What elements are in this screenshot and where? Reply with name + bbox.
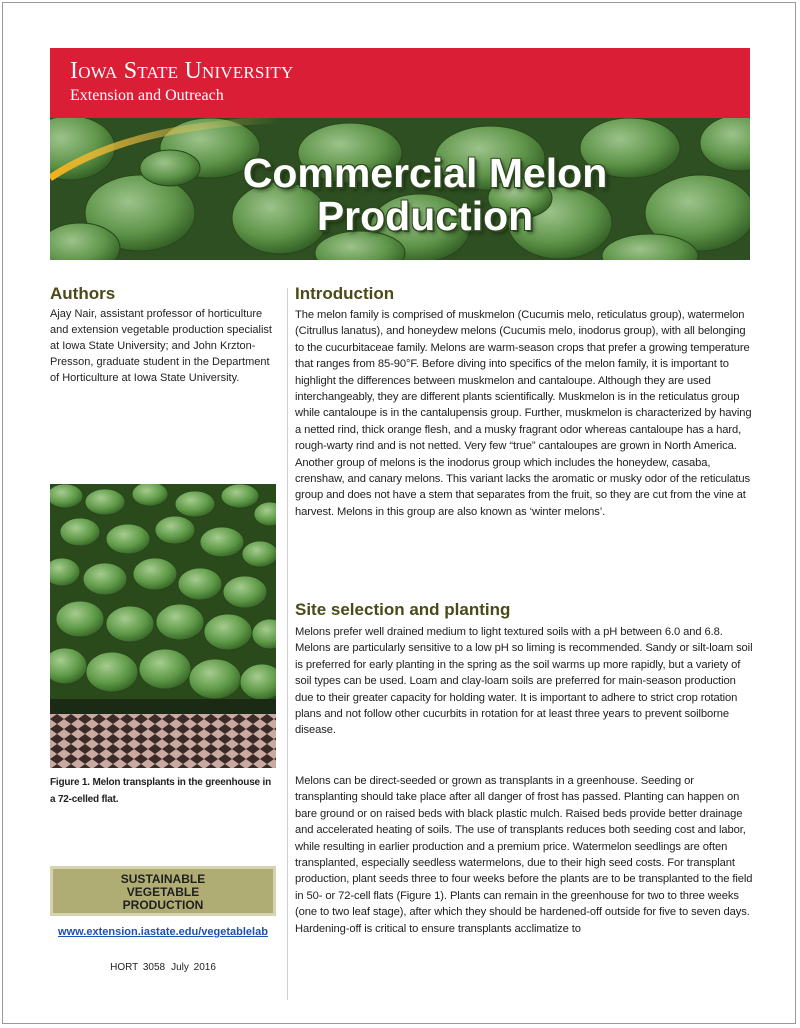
site-selection-text-2: Melons can be direct-seeded or grown as transplants in a greenhouse. Seeding or transplanting should take place after all danger of frost has passed. Planting can happen on bare ground or on raised beds with black plastic mulch. Raised beds provide better drainage and accelerated heating of soils. The use of transplants reduces both seeding cost and labor, while resulting in earlier production and a premium price. Watermelon seedlings are often transplanted, especially seedless watermelons, due to their high seed costs. For transplant production, plant seeds three to four weeks before the plants are to be transplanted to the field in 50- or 72-cell flats (Figure 1). Plants can remain in the greenhouse for two to three weeks (one to two leaf stage), after which they should be hardened-off outside for five to seven days. Hardening-off is critical to ensure transplants acclimatize to bbox=[295, 775, 753, 935]
authors-text: Ajay Nair, assistant professor of horticulture and extension vegetable production specialist at Iowa State University; and John Krzton-Presson, graduate student in the Department of Horticulture at Iowa State University. bbox=[50, 308, 272, 384]
site-selection-text-1: Melons prefer well drained medium to light textured soils with a pH between 6.0 and 6.8. Melons are particularly sensitive to a low pH so liming is recommended. Sandy or silt-loam soil is preferred for early planting in the spring as the soil warms up more rapidly, but a variety of soil types can be used. Loam and clay-loam soils are preferred for main-season production due to their greater capacity for holding water. It is important to adhere to strict crop rotation plans and not follow other cucurbits in rotation for at least three years to prevent soilborne disease. bbox=[295, 626, 753, 737]
introduction-text: The melon family is comprised of muskmelon (Cucumis melo, reticulatus group), watermelon (Citrullus lanatus), and honeydew melons (Cucumis melo, inodorus group), with all belonging to the cucurbitaceae family. Melons are warm-season crops that prefer a growing temperature that ranges from 85-90°F. Before diving into specifics of the melon family, it is important to highlight the differences between muskmelon and cantaloupe. Although they are used interchangeably, they are different plants scientifically. Muskmelon is in the reticulatus group while cantaloupe is in the cantalupensis group. Further, muskmelon is characterized by having a netted rind, thick orange flesh, and a musky fragrant odor whereas cantaloupe has a hard, rough-warty rind and is not netted. Very few “true” cantaloupes are grown in North America. Another group of melons is the inodorus group which includes the honeydew, casaba, crenshaw, and canary melons. This variant lacks the aromatic or musky odor of the reticulatus group and does not have a stem that separates from the fruit, so they are cut from the vine at harvest. Melons in this group are also known as ‘winter melons’. bbox=[295, 309, 752, 518]
vegetablelab-link[interactable]: www.extension.iastate.edu/vegetablelab bbox=[58, 926, 268, 938]
figure-1-caption: Figure 1. Melon transplants in the greenhouse in a 72-celled flat. bbox=[50, 777, 271, 805]
authors-heading: Authors bbox=[50, 284, 116, 303]
publication-info bbox=[50, 962, 276, 973]
publication-date: July 2016 bbox=[171, 962, 216, 973]
publication-code: HORT 3058 bbox=[110, 962, 166, 973]
site-selection-heading: Site selection and planting bbox=[295, 600, 511, 619]
badge-line-1: SUSTAINABLE bbox=[120, 872, 206, 886]
introduction-heading: Introduction bbox=[295, 284, 395, 303]
figure-1-photo bbox=[50, 484, 276, 768]
university-name: Iowa State University bbox=[70, 58, 294, 84]
title-line-1: Commercial Melon bbox=[242, 150, 608, 196]
document-title bbox=[150, 152, 700, 238]
column-divider bbox=[287, 288, 288, 1000]
sustainable-vegetable-badge bbox=[50, 866, 276, 916]
badge-line-3: PRODUCTION bbox=[122, 898, 204, 912]
extension-unit: Extension and Outreach bbox=[70, 87, 224, 104]
header-banner bbox=[50, 48, 750, 260]
title-line-2: Production bbox=[316, 193, 534, 239]
badge-text bbox=[53, 873, 273, 912]
badge-line-2: VEGETABLE bbox=[126, 885, 200, 899]
